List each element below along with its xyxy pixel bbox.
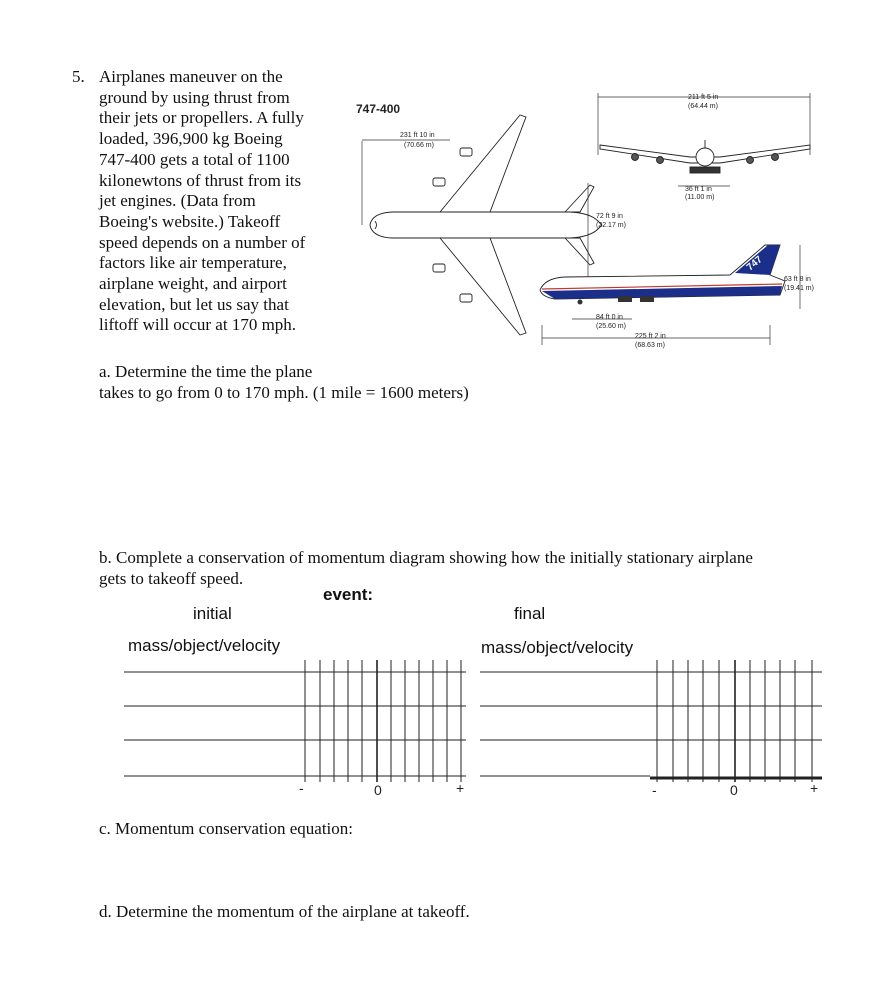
question-line: kilonewtons of thrust from its [99,170,302,190]
length-side-metric: (68.63 m) [635,342,665,349]
question-line: Airplanes maneuver on the [99,67,283,86]
question-line: jet engines. (Data from [99,191,256,211]
question-line: liftoff will occur at 170 mph. [99,315,297,335]
final-header: mass/object/velocity [481,638,634,657]
tail-span-label: 72 ft 9 in [596,213,623,220]
tail-span-metric: (22.17 m) [596,222,626,229]
question-line: speed depends on a number of [99,232,306,252]
initial-axis-zero: 0 [374,782,382,798]
part-d: d. Determine the momentum of the airplane at takeoff. [99,902,470,921]
question-line: Boeing's website.) Takeoff [99,211,281,231]
question-line: ground by using thrust from [99,87,290,107]
gear-track-metric: (11.00 m) [685,194,715,201]
initial-grid [124,660,466,782]
part-a [99,362,469,403]
height-label: 63 ft 8 in [784,276,811,283]
gear-track-label: 36 ft 1 in [685,186,712,193]
plane-front-view [600,140,810,173]
wingspan-metric: (64.44 m) [688,103,718,110]
final-axis-zero: 0 [730,782,738,798]
final-label: final [514,604,546,623]
final-grid [480,660,822,782]
question-line: 747-400 gets a total of 1100 [99,149,290,169]
height-metric: (19.41 m) [784,285,814,292]
part-a-line: takes to go from 0 to 170 mph. (1 mile = 1600 meters) [99,382,469,402]
length-top-metric: (70.66 m) [404,142,434,149]
question-line: elevation, but let us say that [99,294,289,314]
final-axis-plus: + [810,780,819,796]
question-body [99,67,334,336]
question-line: their jets or propellers. A fully [99,108,304,128]
event-label: event: [323,585,374,604]
final-axis-minus: - [652,782,657,798]
initial-header: mass/object/velocity [128,636,281,655]
model-label: 747-400 [356,102,401,116]
initial-axis-minus: - [299,780,304,796]
part-b [99,548,753,589]
length-top-label: 231 ft 10 in [400,132,435,139]
question-line: factors like air temperature, [99,253,287,273]
part-b-line: gets to takeoff speed. [99,568,244,588]
length-side-label: 225 ft 2 in [635,333,666,340]
question-number: 5. [72,67,85,86]
wheelbase-metric: (25.60 m) [596,323,626,330]
part-c: c. Momentum conservation equation: [99,819,353,838]
boeing-747-diagram [340,85,830,360]
part-a-line: a. Determine the time the plane [99,362,313,381]
initial-label: initial [193,604,232,623]
part-b-line: b. Complete a conservation of momentum diagram showing how the initially stationary airplane [99,548,753,567]
question-line: loaded, 396,900 kg Boeing [99,129,283,149]
wheelbase-label: 84 ft 0 in [596,314,623,321]
plane-side-view [540,245,785,305]
wingspan-label: 211 ft 5 in [688,94,719,101]
momentum-diagram [0,650,889,810]
tail-logo: 747 [744,254,765,274]
question-line: airplane weight, and airport [99,274,287,294]
initial-axis-plus: + [456,780,465,796]
